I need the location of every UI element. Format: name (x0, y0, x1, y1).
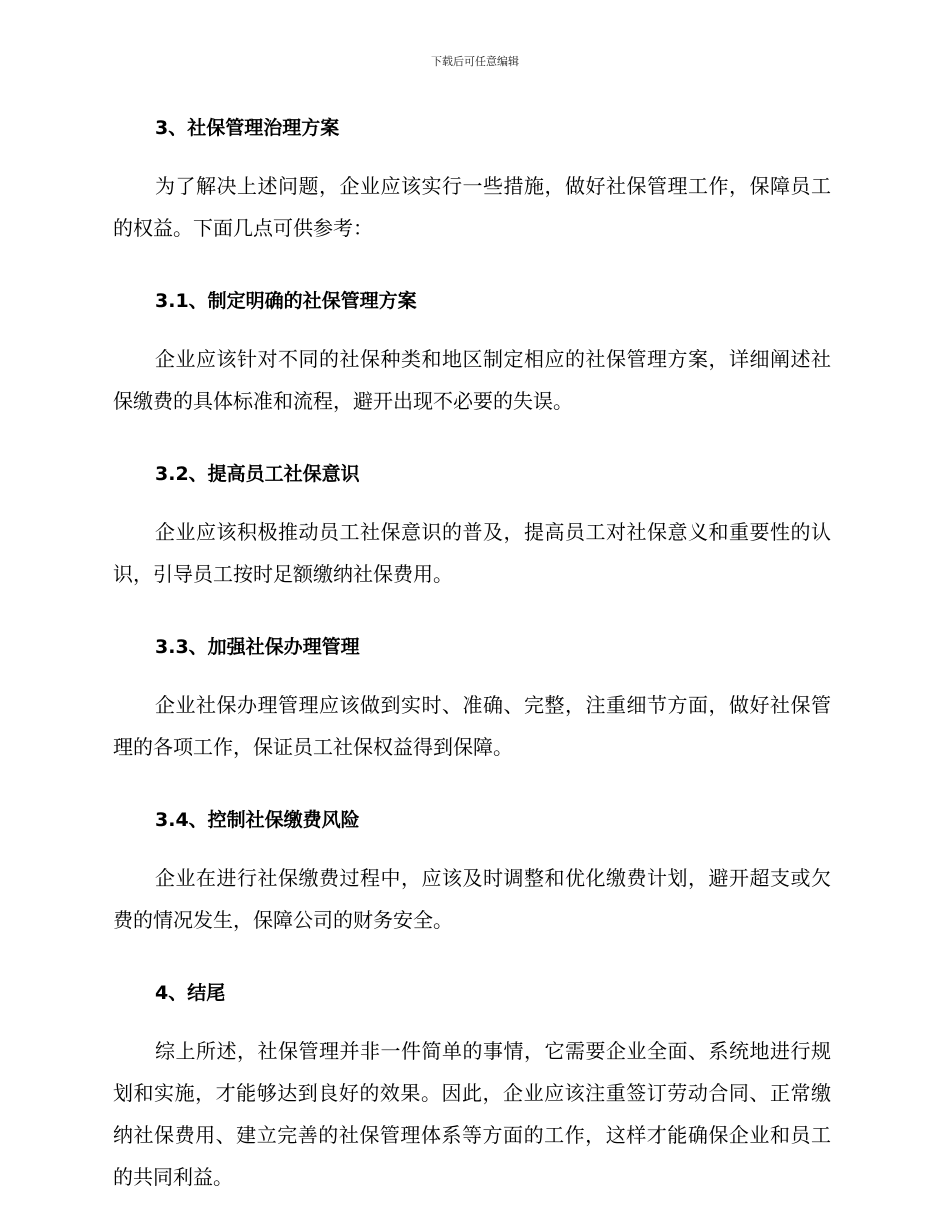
section-paragraph: 企业应该针对不同的社保种类和地区制定相应的社保管理方案，详细阐述社保缴费的具体标准和流程，避开出现不必要的失误。 (113, 347, 831, 413)
page-header: 下载后可任意编辑 (431, 55, 519, 68)
section-paragraph: 综上所述，社保管理并非一件简单的事情，它需要企业全面、系统地进行规划和实施，才能够达到良好的效果。因此，企业应该注重签订劳动合同、正常缴纳社保费用、建立完善的社保管理体系等方面的工作，这样才能确保企业和员工的共同利益。 (113, 1039, 831, 1189)
section-heading: 3.3、加强社保办理管理 (155, 636, 360, 658)
section-paragraph: 为了解决上述问题，企业应该实行一些措施，做好社保管理工作，保障员工的权益。下面几点可供参考： (113, 174, 831, 240)
section-heading: 4、结尾 (155, 982, 226, 1004)
section-paragraph: 企业在进行社保缴费过程中，应该及时调整和优化缴费计划，避开超支或欠费的情况发生，保障公司的财务安全。 (113, 866, 831, 932)
section-heading: 3.1、制定明确的社保管理方案 (155, 290, 417, 312)
section-paragraph: 企业社保办理管理应该做到实时、准确、完整，注重细节方面，做好社保管理的各项工作，保证员工社保权益得到保障。 (113, 693, 831, 759)
section-heading: 3.4、控制社保缴费风险 (155, 809, 360, 831)
section-paragraph: 企业应该积极推动员工社保意识的普及，提高员工对社保意义和重要性的认识，引导员工按时足额缴纳社保费用。 (113, 520, 831, 586)
section-heading: 3.2、提高员工社保意识 (155, 463, 360, 485)
section-heading: 3、社保管理治理方案 (155, 117, 340, 139)
document-body (113, 108, 831, 1230)
